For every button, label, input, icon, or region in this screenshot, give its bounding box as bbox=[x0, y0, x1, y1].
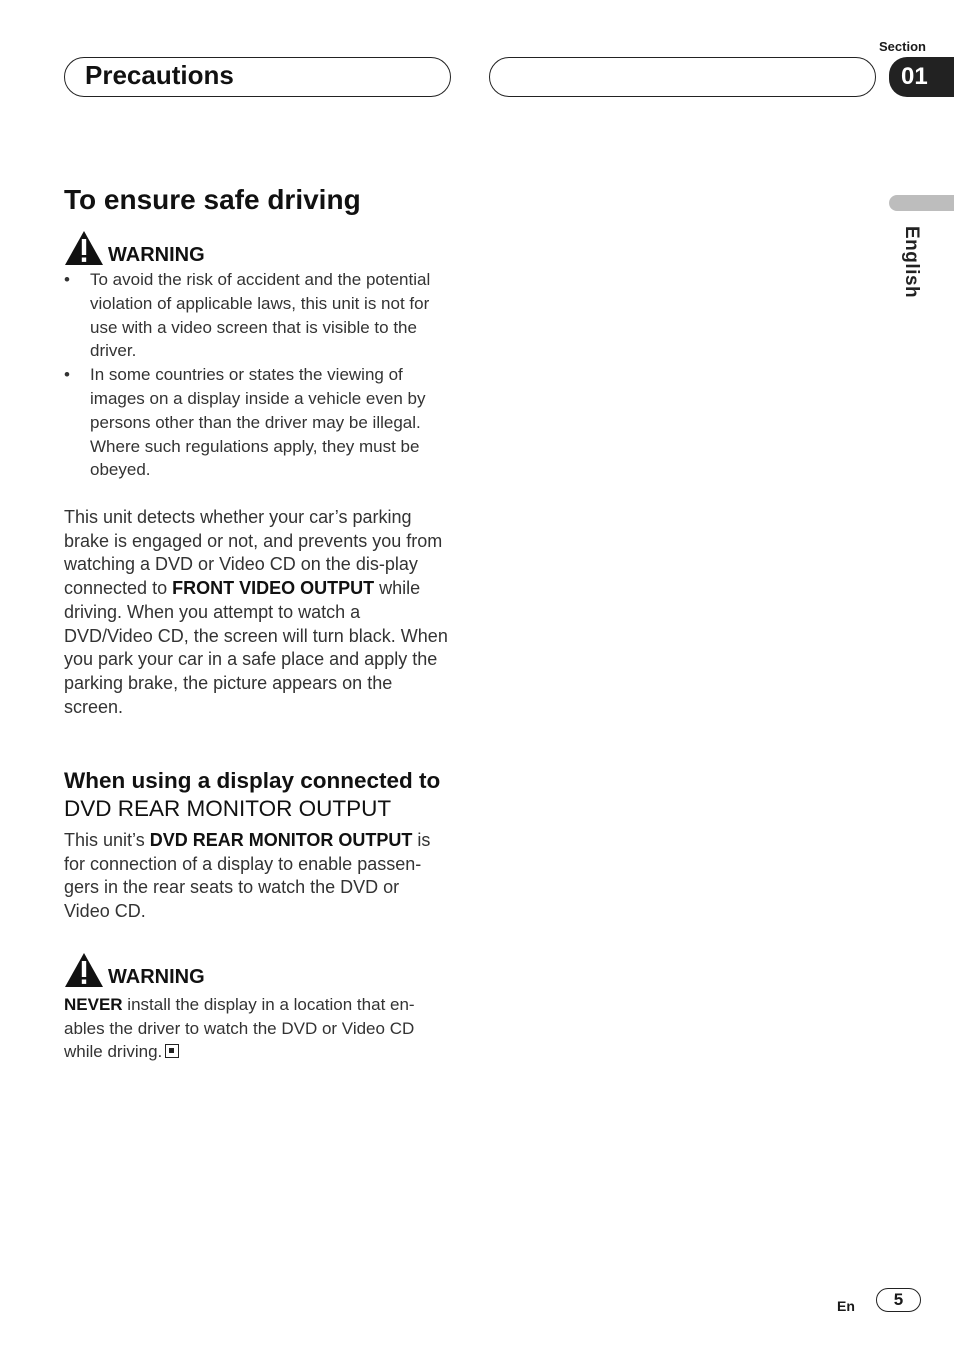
paragraph-text: This unit detects whether your car’s parking brake is engaged or not, and prevents you from watching a DVD or Video CD on the dis-play connected to bbox=[64, 507, 443, 599]
warning-heading-1 bbox=[64, 230, 364, 270]
rear-monitor-paragraph bbox=[64, 829, 449, 924]
section-number-tab: 01 bbox=[889, 57, 954, 97]
warning-triangle-icon bbox=[64, 230, 104, 266]
end-of-section-icon bbox=[165, 1044, 179, 1058]
paragraph-text: install the display in a location that en-ables the driver to watch the DVD or Video CD while driving. bbox=[64, 995, 415, 1062]
subheading-bold: When using a display connected to bbox=[64, 768, 441, 793]
section-label: Section bbox=[879, 39, 926, 54]
language-label-text: English bbox=[901, 226, 922, 299]
rear-monitor-output-term: DVD REAR MONITOR OUTPUT bbox=[149, 830, 413, 850]
subheading-term: DVD REAR MONITOR OUTPUT bbox=[64, 796, 392, 821]
list-item: • To avoid the risk of accident and the potential violation of applicable laws, this unit is not for use with a video screen that is visible to the driver. bbox=[64, 270, 431, 361]
bullet-text: To avoid the risk of accident and the potential violation of applicable laws, this unit is not for use with a video screen that is visible to the driver. bbox=[90, 270, 431, 361]
parking-brake-paragraph bbox=[64, 506, 449, 719]
warning-2-text bbox=[64, 993, 449, 1064]
warning-label: WARNING bbox=[108, 966, 205, 988]
warning-triangle-icon bbox=[64, 952, 104, 988]
warning-label: WARNING bbox=[108, 244, 205, 266]
subheading bbox=[64, 767, 454, 823]
paragraph-text: while driving. When you attempt to watch a DVD/Video CD, the screen will turn black. When you park your car in a safe place and apply the parking brake, the picture appears on the screen. bbox=[64, 578, 448, 717]
section-title: Precautions bbox=[85, 60, 234, 90]
language-side-label bbox=[880, 226, 940, 316]
paragraph-text: is for connection of a display to enable passen-gers in the rear seats to watch the DVD or Video CD. bbox=[64, 830, 431, 922]
never-emphasis: NEVER bbox=[64, 995, 123, 1014]
warning-bullet-list bbox=[64, 268, 454, 482]
page-heading: To ensure safe driving bbox=[64, 184, 361, 215]
section-title-box bbox=[64, 57, 451, 97]
paragraph-text: This unit’s bbox=[64, 830, 150, 850]
page-number: 5 bbox=[876, 1288, 921, 1312]
list-item: • In some countries or states the viewing of images on a display inside a vehicle even by persons other than the driver may be illegal. Where such regulations apply, they must be obeyed. bbox=[64, 365, 426, 480]
footer-language: En bbox=[837, 1298, 855, 1314]
front-video-output-term: FRONT VIDEO OUTPUT bbox=[172, 578, 375, 599]
warning-heading-2 bbox=[64, 952, 364, 992]
header-empty-box bbox=[489, 57, 876, 97]
language-tab-bar bbox=[889, 195, 954, 211]
bullet-text: In some countries or states the viewing of images on a display inside a vehicle even by persons other than the driver may be illegal. Where such regulations apply, they must be obeyed. bbox=[90, 365, 426, 480]
